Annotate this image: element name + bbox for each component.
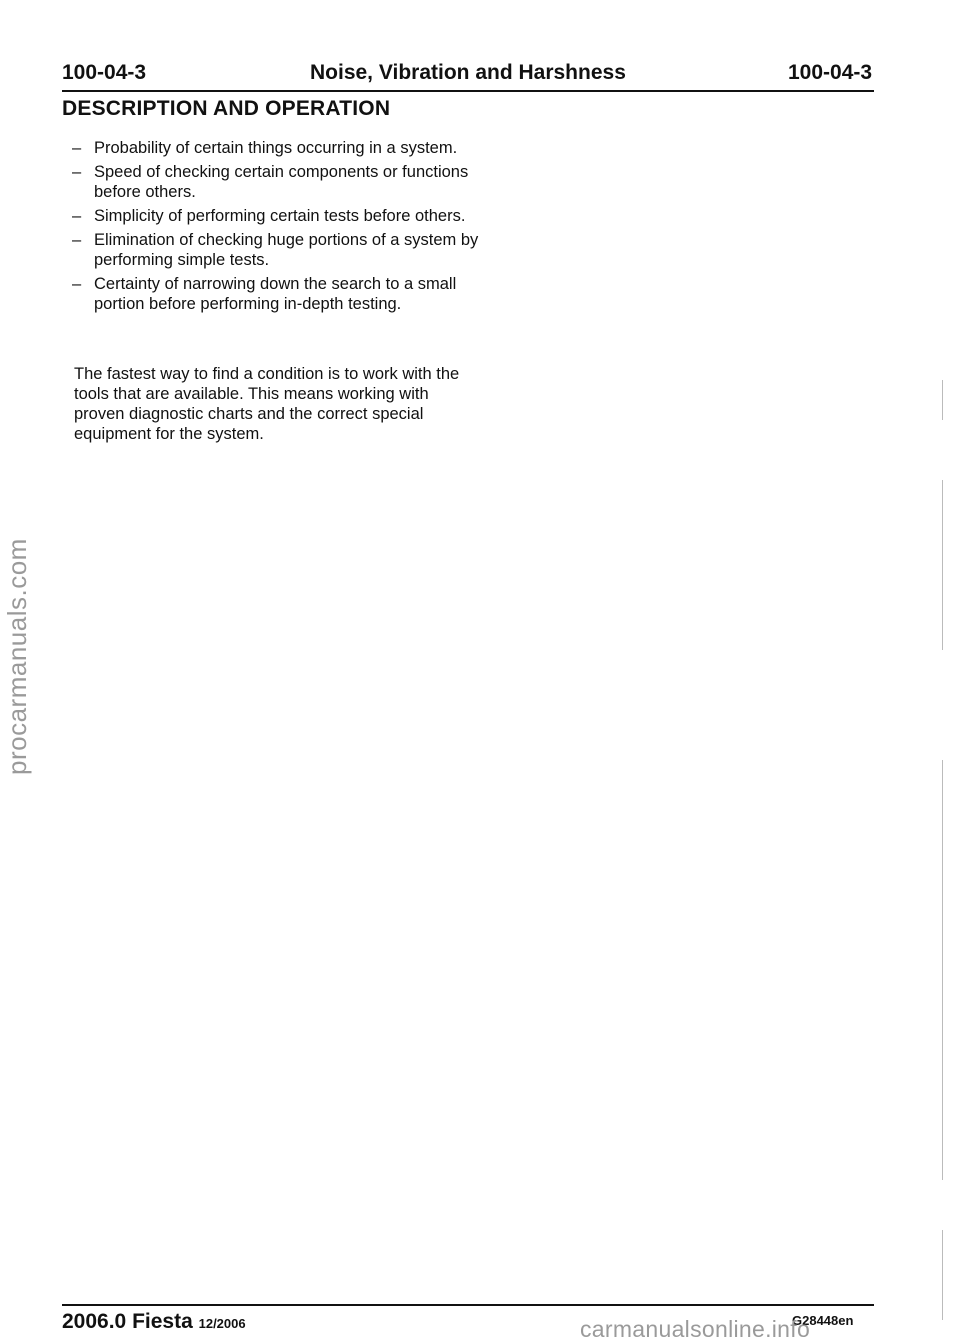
header-divider bbox=[62, 90, 874, 92]
scan-artifact-line bbox=[942, 1230, 943, 1320]
footer-divider bbox=[62, 1304, 874, 1306]
list-item bbox=[72, 230, 492, 270]
section-title: DESCRIPTION AND OPERATION bbox=[62, 97, 391, 120]
footer-model-name: 2006.0 Fiesta bbox=[62, 1310, 193, 1333]
watermark-bottom: carmanualsonline.info bbox=[580, 1316, 811, 1342]
list-item bbox=[72, 138, 492, 158]
list-item bbox=[72, 162, 492, 202]
bullet-list bbox=[72, 138, 492, 318]
scan-artifact-line bbox=[942, 760, 943, 1180]
dash-icon: – bbox=[72, 139, 82, 157]
bullet-text: Elimination of checking huge portions of a system by performing simple tests. bbox=[94, 231, 479, 269]
scan-artifact-line bbox=[942, 380, 943, 420]
footer-code: G28448en bbox=[792, 1313, 854, 1328]
footer-date: 12/2006 bbox=[198, 1316, 246, 1331]
bullet-text: Speed of checking certain components or functions before others. bbox=[94, 163, 469, 201]
header-title: Noise, Vibration and Harshness bbox=[310, 61, 626, 84]
dash-icon: – bbox=[72, 231, 82, 249]
header-section-number-right: 100-04-3 bbox=[788, 61, 873, 84]
list-item bbox=[72, 274, 492, 314]
body-paragraph: The fastest way to find a condition is to work with the tools that are available. This means working with proven diagnostic charts and the correct special equipment for the system. bbox=[74, 365, 460, 443]
scan-artifact-line bbox=[942, 480, 943, 650]
bullet-text: Probability of certain things occurring in a system. bbox=[94, 139, 458, 157]
list-item bbox=[72, 206, 492, 226]
dash-icon: – bbox=[72, 275, 82, 293]
dash-icon: – bbox=[72, 163, 82, 181]
bullet-text: Simplicity of performing certain tests before others. bbox=[94, 207, 466, 225]
bullet-text: Certainty of narrowing down the search to a small portion before performing in-depth testing. bbox=[94, 275, 457, 313]
watermark-left: procarmanuals.com bbox=[2, 538, 32, 775]
footer-model bbox=[62, 1309, 246, 1337]
header-section-number-left: 100-04-3 bbox=[62, 61, 147, 84]
dash-icon: – bbox=[72, 207, 82, 225]
